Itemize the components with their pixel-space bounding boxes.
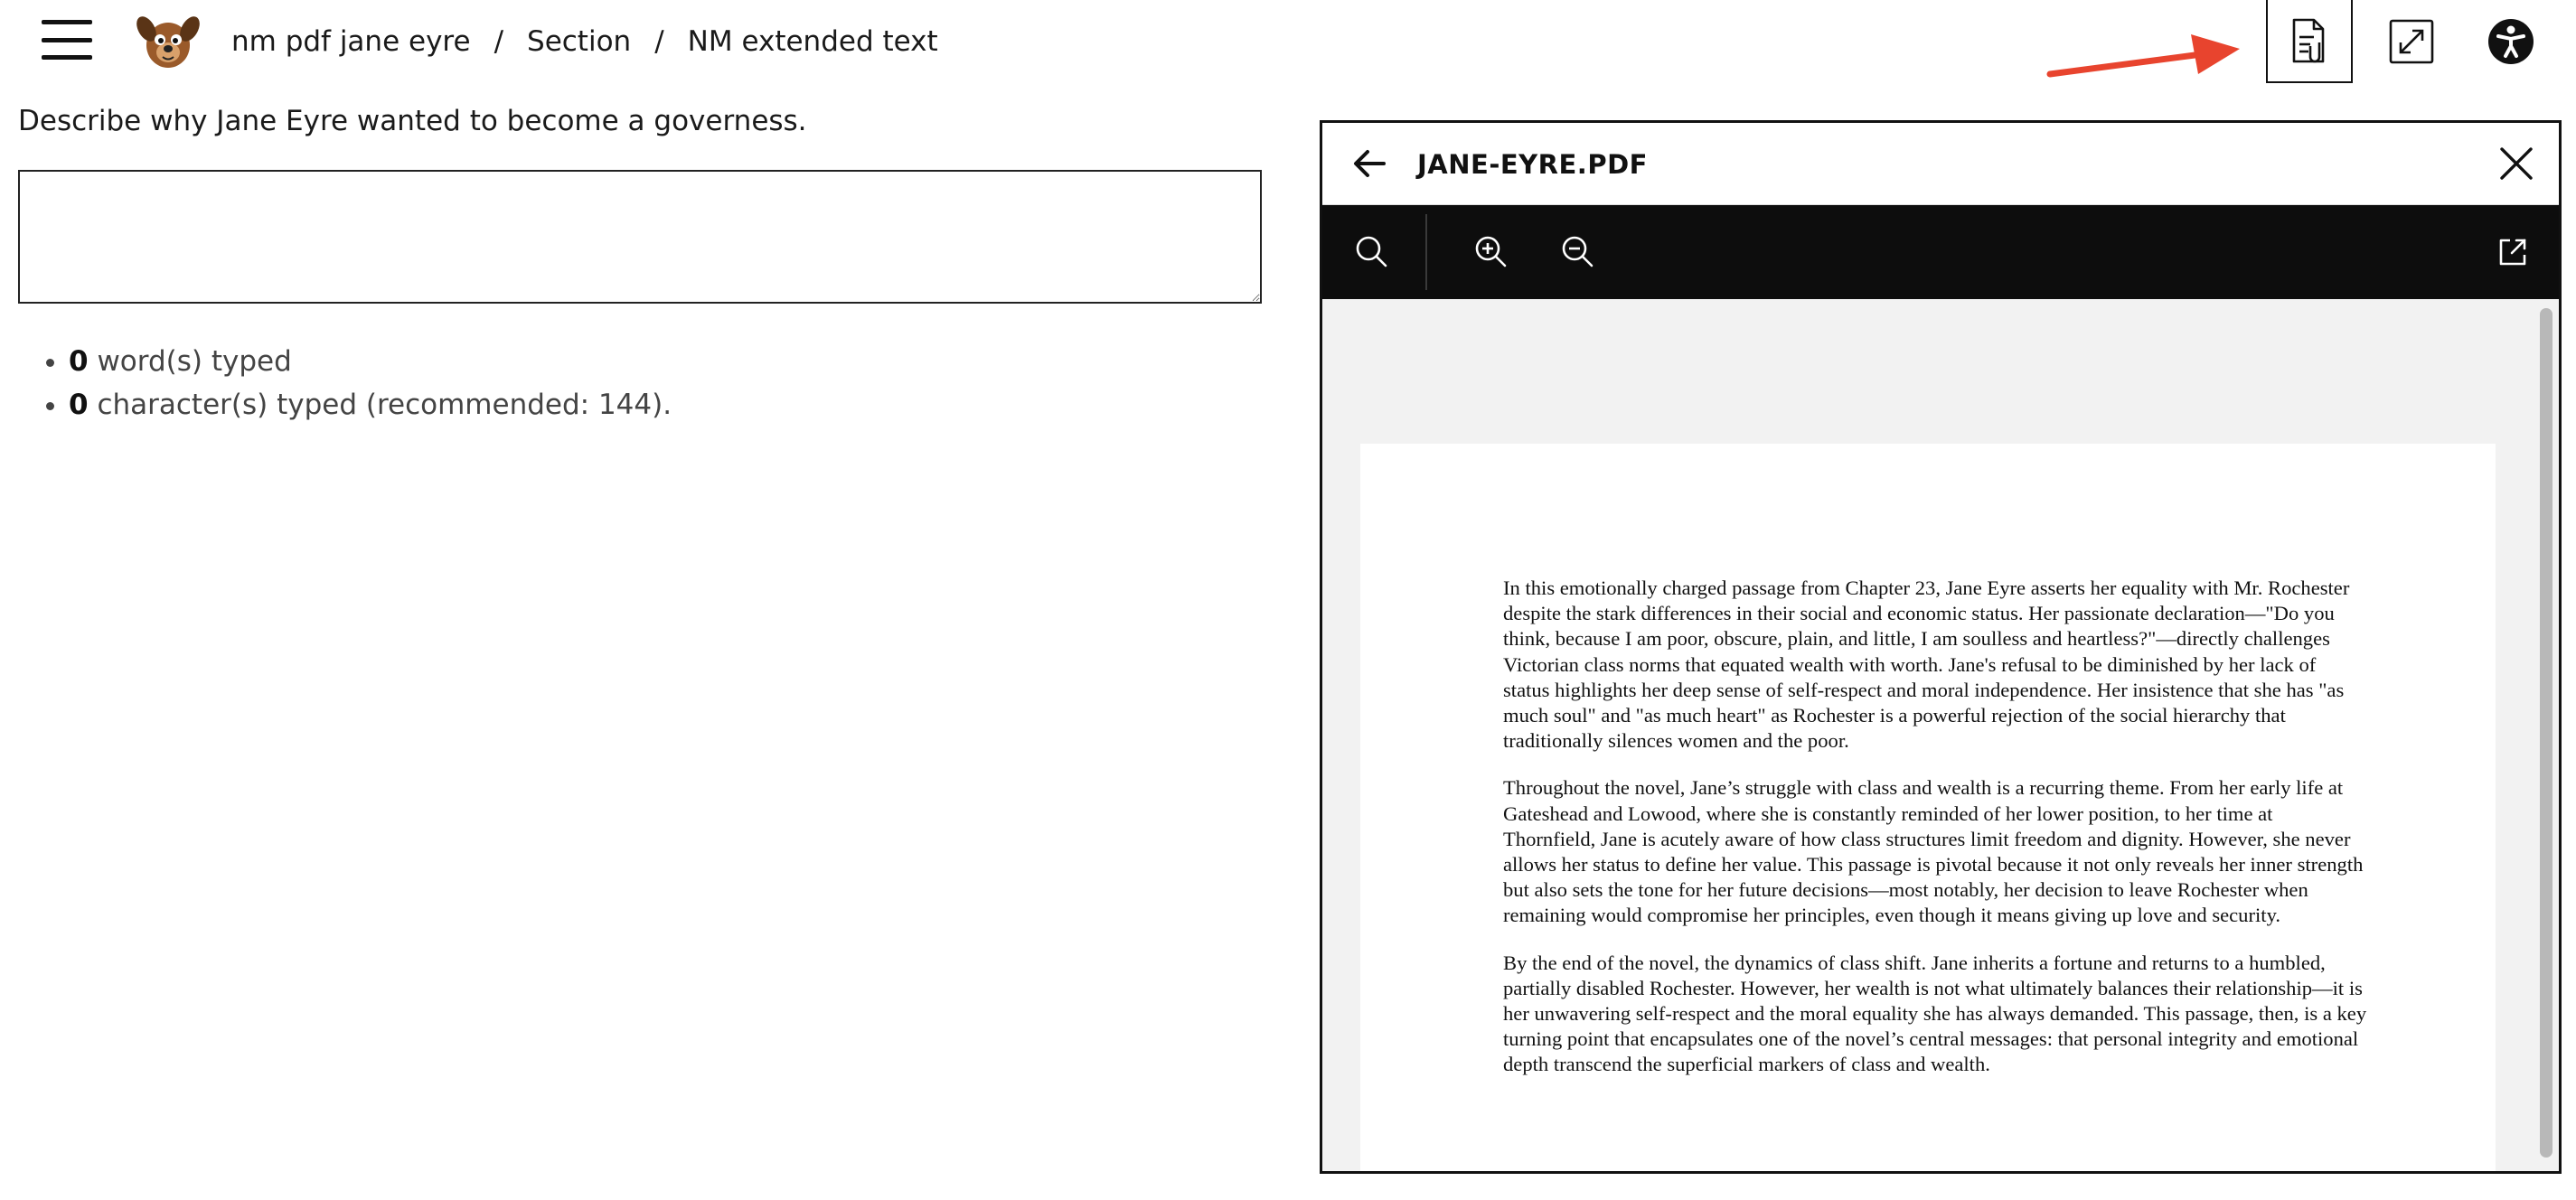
pdf-paragraph: Throughout the novel, Jane’s struggle with class and wealth is a recurring theme. From her early life at Gateshead and Lowood, where she is constantly reminded of her lower position, to her time at Thornfield, Jane is acutely aware of how class structures limit freedom and dignity. However, she never allows her status to define her value. This passage is pivotal because it not only reveals her inner strength but also sets the tone for her future decisions—most notably, her decision to leave Rochester when remaining would compromise her principles, even though it means giving up love and security.: [1503, 776, 2364, 927]
word-count: 0: [69, 345, 89, 378]
typing-stats: [69, 345, 672, 432]
word-count-label: word(s) typed: [97, 345, 292, 378]
pdf-page: [1360, 444, 2496, 1174]
scrollbar-thumb[interactable]: [2540, 308, 2552, 1158]
back-arrow-icon[interactable]: [1348, 141, 1393, 186]
breadcrumb-separator: /: [654, 25, 664, 58]
breadcrumb: [231, 0, 938, 83]
pdf-page-text: [1503, 576, 2367, 1100]
document-paperclip-icon: [2289, 17, 2330, 64]
annotation-arrow-icon: [2046, 31, 2243, 81]
dog-logo-icon: [134, 9, 202, 72]
hamburger-menu-icon[interactable]: [42, 20, 92, 60]
pdf-paragraph: In this emotionally charged passage from Chapter 23, Jane Eyre asserts her equality with Mr. Rochester despite the stark differences in their social and economic status. Her passionate declaration—"Do you think, because I am poor, obscure, plain, and little, I am soulless and heartless?"—directly challenges Victorian class norms that equated wealth with worth. Jane's refusal to be diminished by her lack of status highlights her deep sense of self-respect and moral independence. Her insistence that she has "as much soul" and "as much heart" as Rochester is a powerful rejection of the social hierarchy that traditionally silences women and the poor.: [1503, 577, 2350, 753]
breadcrumb-item-section[interactable]: Section: [527, 25, 632, 58]
accessibility-button[interactable]: [2468, 0, 2554, 83]
breadcrumb-item-current: NM extended text: [687, 25, 938, 58]
expand-button[interactable]: [2368, 0, 2455, 83]
pdf-viewer-header: [1322, 123, 2559, 205]
zoom-out-icon[interactable]: [1556, 230, 1601, 275]
pdf-file-title: JANE-EYRE.PDF: [1417, 148, 1648, 180]
accessibility-person-icon: [2487, 18, 2534, 65]
pdf-viewer-panel: [1320, 120, 2562, 1174]
word-count-item: [69, 345, 672, 378]
pdf-paragraph: By the end of the novel, the dynamics of class shift. Jane inherits a fortune and returns to a humbled, partially disabled Rochester. However, her wealth is not what ultimately balances their relationship—it is her unwavering self-respect and the moral equality she has always demanded. This passage, then, is a key turning point that encapsulates one of the novel’s central messages: that personal integrity and emotional depth transcend the superficial markers of class and wealth.: [1503, 951, 2367, 1076]
top-bar: [0, 0, 2576, 83]
pdf-page-area: [1322, 299, 2559, 1174]
pdf-toolbar: [1322, 205, 2559, 299]
search-icon[interactable]: [1349, 230, 1395, 275]
question-prompt: Describe why Jane Eyre wanted to become a governess.: [18, 105, 807, 137]
open-external-icon[interactable]: [2490, 230, 2535, 275]
char-count-label: character(s) typed (recommended: 144).: [97, 389, 672, 421]
breadcrumb-item-course[interactable]: nm pdf jane eyre: [231, 25, 471, 58]
char-count: 0: [69, 389, 89, 421]
attachments-button[interactable]: [2266, 0, 2353, 83]
close-icon[interactable]: [2494, 141, 2539, 186]
char-count-item: [69, 389, 672, 421]
zoom-in-icon[interactable]: [1469, 230, 1514, 275]
breadcrumb-separator: /: [494, 25, 504, 58]
toolbar-divider: [1425, 214, 1427, 290]
pdf-scrollbar[interactable]: [2535, 299, 2559, 1174]
answer-textarea[interactable]: [18, 170, 1262, 304]
expand-arrows-icon: [2388, 18, 2435, 65]
